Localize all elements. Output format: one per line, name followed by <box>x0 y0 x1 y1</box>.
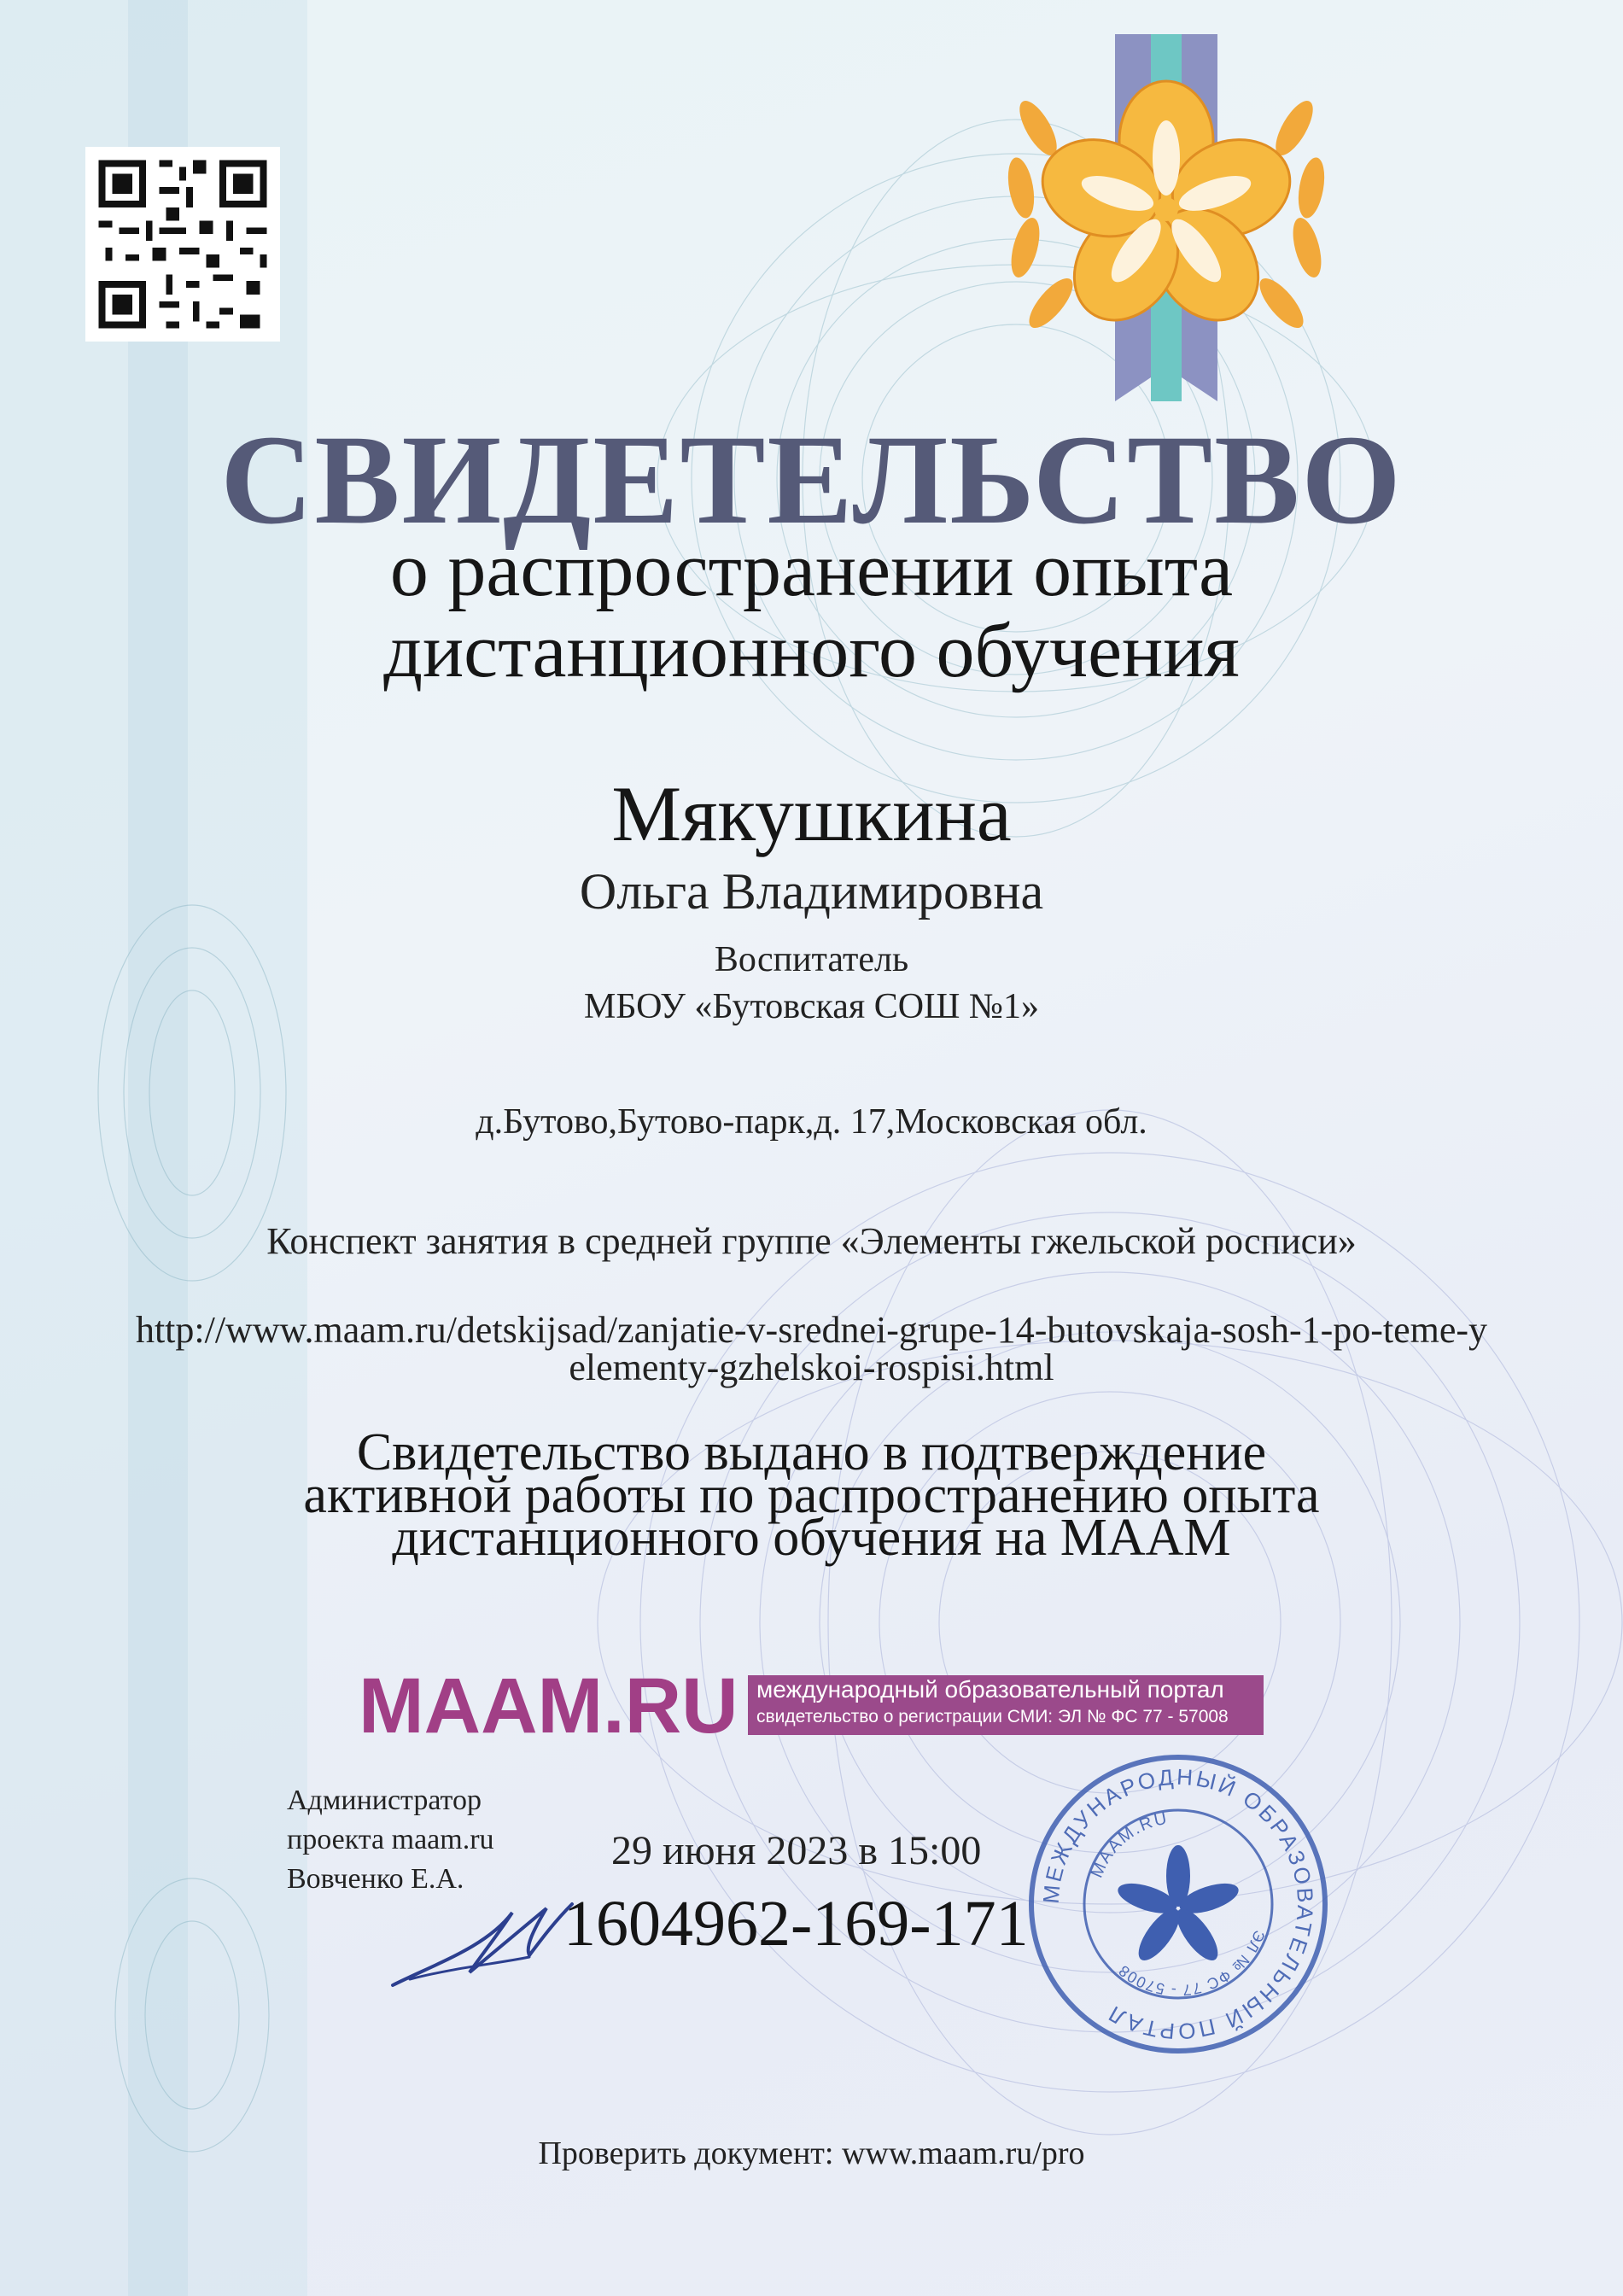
issued-line-2: активной работы по распространению опыта <box>303 1466 1320 1524</box>
recipient-address: д.Бутово,Бутово-парк,д. 17,Московская обл. <box>476 1102 1147 1142</box>
subtitle-line-2: дистанционного обучения <box>383 609 1240 693</box>
signatory-line-2: проекта maam.ru <box>287 1824 494 1855</box>
stamp-reg-text: ЭЛ № ФС 77 - 57008 <box>1114 1927 1269 2000</box>
work-url[interactable]: http://www.maam.ru/detskijsad/zanjatie-v-srednei-grupe-14-butovskaja-sosh-1-po-teme-yelementy-gzhelskoi-rospisi.html <box>135 1309 1488 1388</box>
stamp-inner-text: MAAM.RU <box>1087 1808 1171 1881</box>
official-stamp <box>1025 1750 1332 2058</box>
issued-line-3: дистанционного обучения на МААМ <box>392 1509 1231 1567</box>
recipient-organization: МБОУ «Бутовская СОШ №1» <box>584 987 1039 1026</box>
laurel-emblem <box>961 26 1371 410</box>
work-title: Конспект занятия в средней группе «Элементы гжельской росписи» <box>266 1220 1357 1262</box>
signatory-line-3: Вовченко Е.А. <box>287 1863 464 1895</box>
certificate-title: СВИДЕТЕЛЬСТВО <box>220 409 1403 551</box>
certificate-subtitle <box>0 529 1623 692</box>
maam-logo-text: MAAM.RU <box>359 1662 739 1750</box>
recipient-surname: Мякушкина <box>611 770 1012 857</box>
subtitle-line-1: о распространении опыта <box>389 528 1234 612</box>
recipient-position: Воспитатель <box>714 940 909 979</box>
stamp-ring-text: МЕЖДУНАРОДНЫЙ ОБРАЗОВАТЕЛЬНЫЙ ПОРТАЛ <box>1037 1763 1319 2045</box>
logo-band-line-1: международный образовательный портал <box>756 1676 1224 1703</box>
verify-document-link[interactable]: Проверить документ: www.maam.ru/pro <box>538 2135 1085 2171</box>
issued-statement <box>171 1423 1452 1567</box>
issued-line-1: Свидетельство выдано в подтверждение <box>356 1423 1267 1481</box>
recipient-given-names: Ольга Владимировна <box>579 863 1044 920</box>
issue-date: 29 июня 2023 в 15:00 <box>611 1828 982 1873</box>
handwritten-signature <box>384 1878 589 1998</box>
logo-band-line-2: свидетельство о регистрации СМИ: ЭЛ № ФС 77 - 57008 <box>756 1707 1229 1726</box>
qr-code[interactable] <box>85 147 280 342</box>
registration-number: 1604962-169-171 <box>563 1888 1029 1960</box>
signatory-line-1: Администратор <box>287 1785 482 1816</box>
